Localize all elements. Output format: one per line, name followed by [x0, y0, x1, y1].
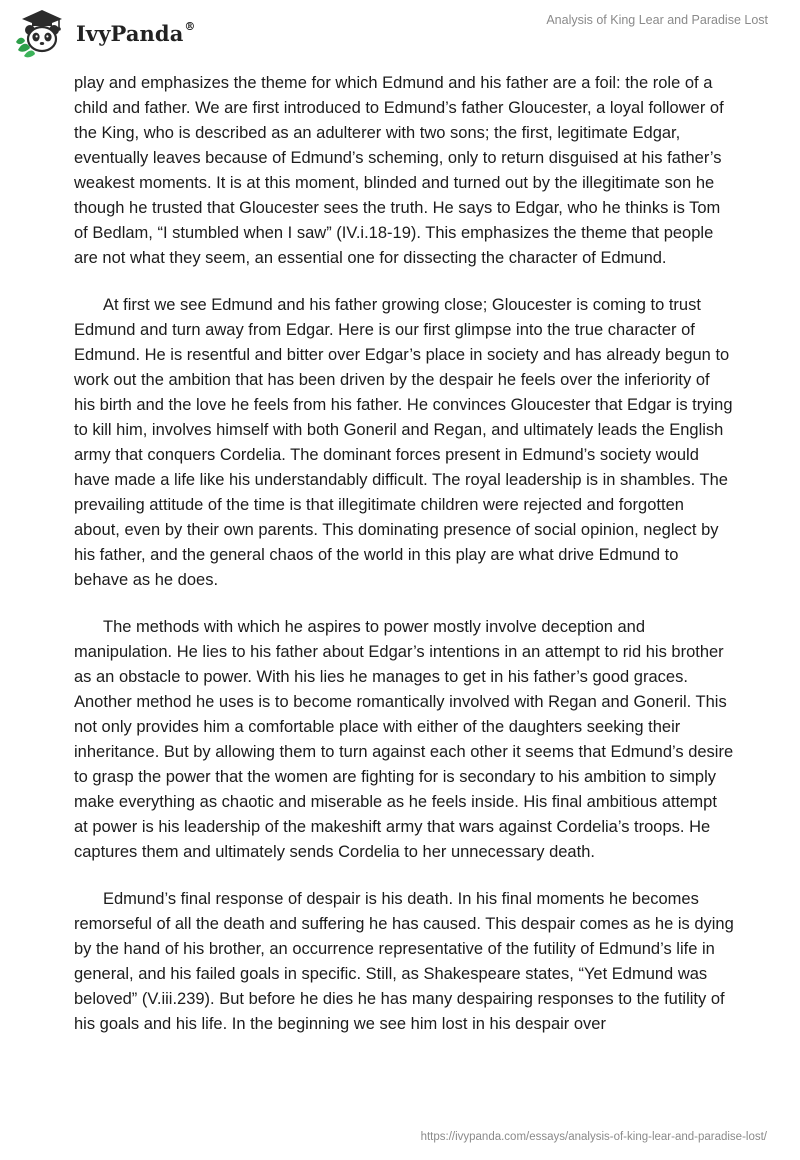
document-title: Analysis of King Lear and Paradise Lost — [546, 13, 768, 27]
paragraph-4: Edmund’s final response of despair is his death. In his final moments he becomes remorseful of all the death and suffering he has caused. This despair comes as he is dying by the hand of his brother, an occurrence representative of the futility of Edmund’s life in general, and his failed goals in specific. Still, as Shakespeare states, “Yet Edmund was beloved” (V.iii.239). But before he dies he has many despairing responses to the futility of his goals and his life. In the beginning we see him lost in his despair over — [74, 890, 734, 1033]
brand-name — [76, 21, 196, 46]
essay-body — [74, 71, 734, 1059]
ivypanda-logo[interactable] — [14, 6, 196, 58]
paragraph-1: play and emphasizes the theme for which Edmund and his father are a foil: the role of a child and father. We are first introduced to Edmund’s father Gloucester, a loyal follower of the King, who is described as an adulterer with two sons; the first, legitimate Edgar, eventually leaves because of Edmund’s scheming, only to return disguised at his father’s weakest moments. It is at this moment, blinded and turned out by the illegitimate son he though he trusted that Gloucester sees the truth. He says to Edgar, who he thinks is Tom of Bedlam, “I stumbled when I saw” (IV.i.18-19). This emphasizes the theme that people are not what they seem, an essential one for dissecting the character of Edmund. — [74, 74, 724, 267]
source-url[interactable]: https://ivypanda.com/essays/analysis-of-king-lear-and-paradise-lost/ — [420, 1131, 767, 1143]
paragraph-2: At first we see Edmund and his father growing close; Gloucester is coming to trust Edmund and turn away from Edgar. Here is our first glimpse into the true character of Edmund. He is resentful and bitter over Edgar’s place in society and has already begun to work out the ambition that has been driven by the despair he feels over the inferiority of his birth and the love he feels from his father. He convinces Gloucester that Edgar is trying to kill him, involves himself with both Goneril and Regan, and ultimately leads the English army that conquers Cordelia. The dominant forces present in Edmund’s society would have made a life like his understandably difficult. The royal leadership is in shambles. The prevailing attitude of the time is that illegitimate children were rejected and forgotten about, even by their own parents. This dominating presence of social opinion, neglect by his father, and the general chaos of the world in this play are what drive Edmund to behave as he does. — [74, 296, 733, 589]
panda-graduate-icon — [14, 6, 70, 58]
registered-mark: ® — [184, 19, 196, 33]
brand-name-text: IvyPanda — [76, 20, 184, 46]
page-header — [0, 0, 800, 64]
paragraph-3: The methods with which he aspires to power mostly involve deception and manipulation. He lies to his father about Edgar’s intentions in an attempt to rid his brother as an obstacle to power. With his lies he manages to get in his father’s good graces. Another method he uses is to become romantically involved with Regan and Goneril. This not only provides him a comfortable place with either of the daughters seeking their inheritance. But by allowing them to turn against each other it seems that Edmund’s desire to grasp the power that the women are fighting for is secondary to his ambition to simply make everything as chaotic and miserable as he feels inside. His final ambitious attempt at power is his leadership of the makeshift army that wars against Cordelia’s troops. He captures them and ultimately sends Cordelia to her unnecessary death. — [74, 618, 734, 861]
